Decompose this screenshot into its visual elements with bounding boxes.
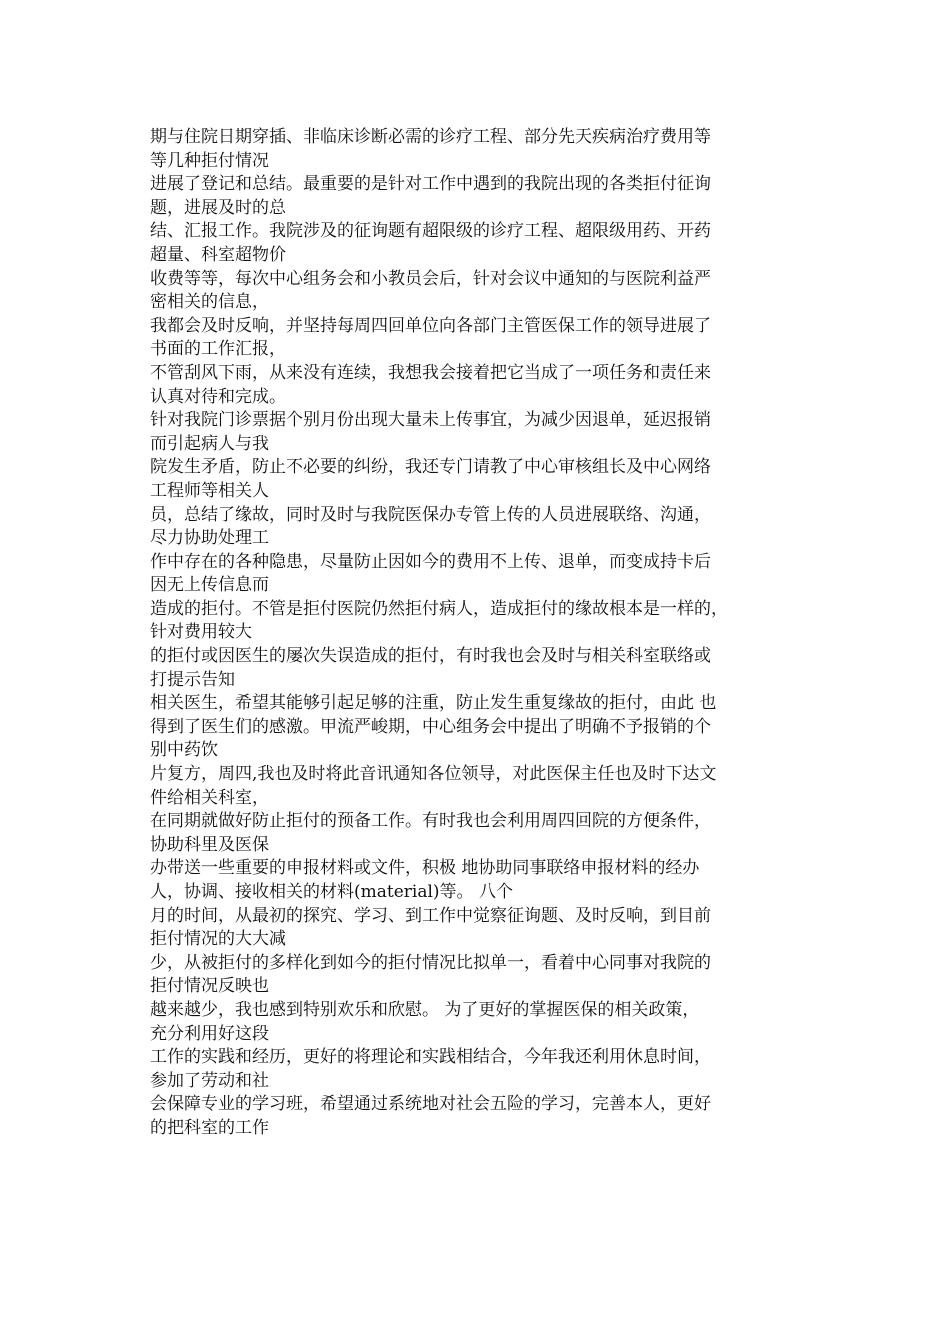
text-line: 充分利用好这段 (150, 1023, 269, 1044)
text-line: 因无上传信息而 (150, 575, 269, 596)
text-line: 超量、科室超物价 (150, 244, 286, 265)
text-line: 我都会及时反响，并坚持每周四回单位向各部门主管医保工作的领导进展了 (150, 315, 711, 336)
text-line: 题，进展及时的总 (150, 197, 286, 218)
text-line: 尽力协助处理工 (150, 528, 269, 549)
text-line: 而引起病人与我 (150, 433, 269, 454)
text-line: 认真对待和完成。 (150, 386, 286, 407)
text-line: 工程师等相关人 (150, 480, 269, 501)
text-line: 员，总结了缘故，同时及时与我院医保办专管上传的人员进展联络、沟通， (150, 504, 711, 525)
text-line: 造成的拒付。不管是拒付医院仍然拒付病人，造成拒付的缘故根本是一样的， (150, 598, 728, 619)
text-line: 拒付情况的大大减 (150, 929, 286, 950)
text-line: 书面的工作汇报， (150, 339, 286, 360)
text-line: 作中存在的各种隐患，尽量防止因如今的费用不上传、退单，而变成持卡后 (150, 551, 711, 572)
text-line: 别中药饮 (150, 740, 218, 761)
text-line: 结、汇报工作。我院涉及的征询题有超限级的诊疗工程、超限级用药、开药 (150, 221, 711, 242)
text-line: 的把科室的工作 (150, 1117, 269, 1138)
text-line: 不管刮风下雨，从来没有连续，我想我会接着把它当成了一项任务和责任来 (150, 362, 711, 383)
text-line: 期与住院日期穿插、非临床诊断必需的诊疗工程、部分先天疾病治疗费用等 (150, 127, 711, 147)
text-line: 打提示告知 (150, 669, 235, 690)
text-line: 在同期就做好防止拒付的预备工作。有时我也会利用周四回院的方便条件， (150, 811, 711, 832)
text-line: 针对我院门诊票据个别月份出现大量未上传事宜，为减少因退单，延迟报销 (150, 410, 711, 431)
text-line: 进展了登记和总结。最重要的是针对工作中遇到的我院出现的各类拒付征询 (150, 174, 711, 195)
text-line: 工作的实践和经历，更好的将理论和实践相结合，今年我还利用休息时间， (150, 1047, 711, 1068)
text-line: 收费等等，每次中心组务会和小教员会后，针对会议中通知的与医院利益严 (150, 268, 711, 289)
text-line: 密相关的信息， (150, 292, 269, 313)
text-line: 协助科里及医保 (150, 834, 269, 855)
text-line: 参加了劳动和社 (150, 1070, 269, 1091)
text-line: 少，从被拒付的多样化到如今的拒付情况比拟单一，看着中心同事对我院的 (150, 952, 711, 973)
text-line: 月的时间，从最初的探究、学习、到工作中觉察征询题、及时反响，到目前 (150, 905, 711, 926)
text-line: 得到了医生们的感激。甲流严峻期，中心组务会中提出了明确不予报销的个 (150, 716, 711, 737)
text-line: 越来越少，我也感到特别欢乐和欣慰。 为了更好的掌握医保的相关政策， (150, 999, 700, 1020)
text-line: 等几种拒付情况 (150, 150, 269, 171)
document-body (150, 126, 810, 1141)
text-line: 办带送一些重要的申报材料或文件，积极 地协助同事联络申报材料的经办 (150, 858, 700, 879)
text-line: 会保障专业的学习班，希望通过系统地对社会五险的学习，完善本人，更好 (150, 1094, 711, 1115)
text-line: 件给相关科室， (150, 787, 269, 808)
text-line: 针对费用较大 (150, 622, 252, 643)
text-line: 院发生矛盾，防止不必要的纠纷，我还专门请教了中心审核组长及中心网络 (150, 457, 711, 478)
text-line: 片复方，周四,我也及时将此音讯通知各位领导，对此医保主任也及时下达文 (150, 764, 717, 785)
text-line: 人，协调、接收相关的材料(material)等。 八个 (150, 882, 513, 902)
text-line: 拒付情况反映也 (150, 976, 269, 997)
text-line: 的拒付或因医生的屡次失误造成的拒付，有时我也会及时与相关科室联络或 (150, 646, 711, 667)
text-line: 相关医生，希望其能够引起足够的注重，防止发生重复缘故的拒付，由此 也 (150, 693, 717, 714)
